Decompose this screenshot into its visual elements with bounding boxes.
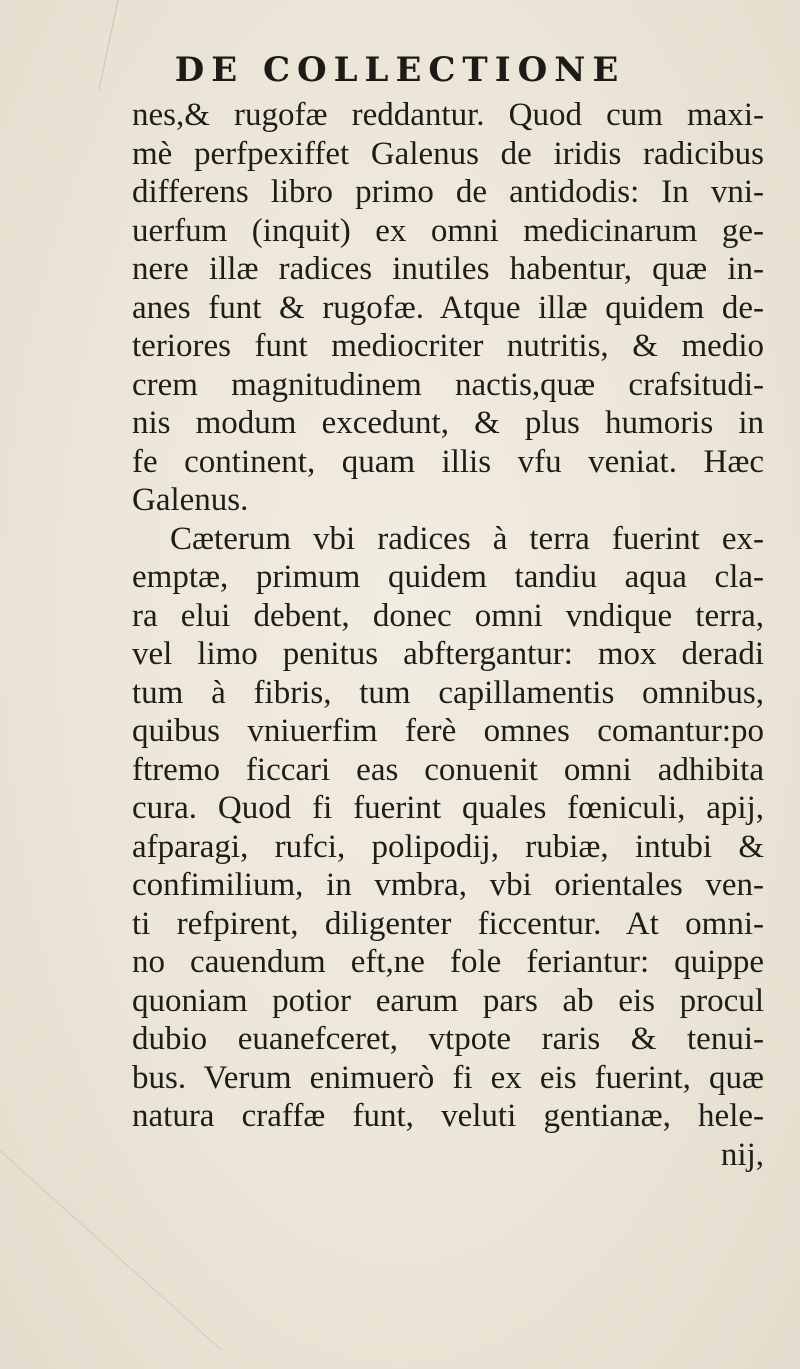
text-line: quoniam potior earum pars ab eis procul <box>132 982 764 1019</box>
text-line: dubio euanefceret, vtpote raris & tenui- <box>132 1021 764 1057</box>
text-line: teriores funt mediocriter nutritis, & medio <box>132 328 764 364</box>
text-line: anes funt & rugofæ. Atque illæ quidem de- <box>132 289 764 326</box>
text-line: ti refpirent, diligenter ficcentur. At omni- <box>132 905 764 942</box>
text-line: emptæ, primum quidem tandiu aqua cla- <box>132 559 764 595</box>
text-line: afparagi, rufci, polipodij, rubiæ, intubi & <box>132 828 764 865</box>
running-header: DE COLLECTIONE <box>174 50 626 90</box>
text-line: vel limo penitus abftergantur: mox deradi <box>132 636 764 672</box>
text-line: tum à fibris, tum capillamentis omnibus, <box>132 674 764 711</box>
text-line: crem magnitudinem nactis,quæ crafsitudi- <box>132 366 764 403</box>
text-line: confimilium, in vmbra, vbi orientales ven- <box>132 867 764 903</box>
text-line: Galenus. <box>132 482 249 518</box>
catchword: nij, <box>720 1136 764 1173</box>
text-line: ftremo ficcari eas conuenit omni adhibita <box>132 751 764 788</box>
text-line: fe continent, quam illis vfu veniat. Hæc <box>132 443 764 480</box>
page-fold-line <box>0 1150 223 1351</box>
text-line: mè perfpexiffet Galenus de iridis radicibus <box>132 135 764 172</box>
body-text <box>132 96 772 1174</box>
text-line: differens libro primo de antidodis: In vni- <box>132 174 764 210</box>
text-line: nis modum excedunt, & plus humoris in <box>132 405 764 441</box>
text-line: quibus vniuerfim ferè omnes comantur:po <box>132 713 764 749</box>
text-line: uerfum (inquit) ex omni medicinarum ge- <box>132 212 764 249</box>
paragraph-first-line: Cæterum vbi radices à terra fuerint ex- <box>170 520 764 557</box>
text-line: natura craffæ funt, veluti gentianæ, hele- <box>132 1098 764 1134</box>
text-line: ra elui debent, donec omni vndique terra, <box>132 597 764 634</box>
text-line: cura. Quod fi fuerint quales fœniculi, apij, <box>132 790 764 826</box>
text-line: no cauendum eft,ne fole feriantur: quippe <box>132 944 764 980</box>
text-line: nere illæ radices inutiles habentur, quæ in- <box>132 251 764 287</box>
text-line: bus. Verum enimuerò fi ex eis fuerint, quæ <box>132 1059 764 1096</box>
text-line: nes,& rugofæ reddantur. Quod cum maxi- <box>132 97 764 133</box>
